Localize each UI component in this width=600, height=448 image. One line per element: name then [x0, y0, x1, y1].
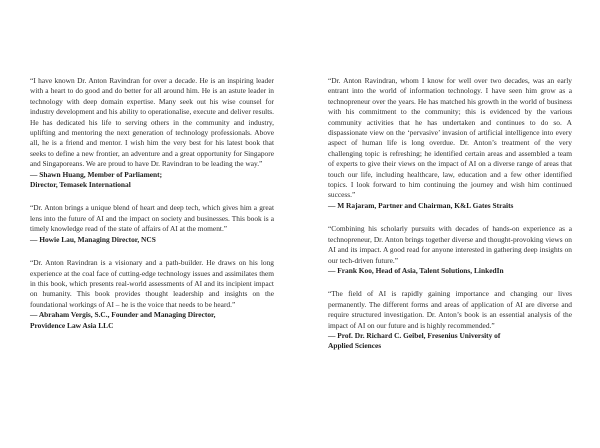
endorsement-frank-koo — [328, 224, 572, 276]
endorsement-quote: “Dr. Anton brings a unique blend of heart and deep tech, which gives him a great lens into the future of AI and the impact on society and businesses. This book is a timely knowledge read of the state of affairs of AI at the moment.” — [30, 203, 274, 234]
endorsement-quote: “Dr. Anton Ravindran, whom I know for well over two decades, was an early entrant into the world of information technology. I have seen him grow as a technopreneur over the years. He has matched his growth in the world of business with his commitment to the community; this is evidenced by the various community activities that he has undertaken and continues to do so. A dispassionate view on the ‘pervasive’ invasion of artificial intelligence into every aspect of human life is long overdue. Dr. Anton’s treatment of the very challenging topic is refreshing; he identified certain areas and assembled a team of experts to give their views on the impact of AI on a diverse range of areas that touch our life, including healthcare, law, education and a few other identified topics. I look forward to him continuing the journey and wish him continued success.” — [328, 76, 572, 200]
attribution-line-1: — Prof. Dr. Richard C. Geibel, Fresenius University of — [328, 330, 501, 340]
endorsement-quote: “The field of AI is rapidly gaining importance and changing our lives permanently. The different forms and areas of application of AI are diverse and require structured investigation. Dr. Anton’s book is an essential analysis of the impact of AI on our future and is highly recommended.” — [328, 289, 572, 330]
endorsement-attribution — [30, 170, 274, 191]
endorsement-attribution — [328, 266, 572, 276]
endorsement-attribution — [328, 201, 572, 211]
endorsement-attribution — [30, 310, 274, 331]
attribution-line-1: — Frank Koo, Head of Asia, Talent Solutions, LinkedIn — [328, 265, 504, 275]
endorsement-quote: “Dr. Anton Ravindran is a visionary and a path-builder. He draws on his long experience at the coal face of cutting-edge technology issues and assimilates them in this book, which presents real-world assessments of AI and its incipient impact on humanity. This book provides thought leadership and insights on the foundational workings of AI – he is the voice that needs to be heard.” — [30, 258, 274, 309]
attribution-line-2: Director, Temasek International — [30, 180, 131, 190]
attribution-line-1: — M Rajaram, Partner and Chairman, K&L Gates Straits — [328, 200, 514, 210]
endorsement-shawn-huang — [30, 76, 274, 190]
attribution-line-1: — Shawn Huang, Member of Parliament; — [30, 169, 163, 179]
right-column — [328, 76, 572, 365]
endorsement-m-rajaram — [328, 76, 572, 211]
endorsement-howie-lau — [30, 203, 274, 245]
left-column — [30, 76, 274, 344]
endorsement-attribution — [328, 331, 572, 352]
endorsement-quote: “Combining his scholarly pursuits with decades of hands-on experience as a technopreneur, Dr. Anton brings together diverse and thought-provoking views on AI and its impact. A good read for anyone interested in gathering deep insights on our tech-driven future.” — [328, 224, 572, 265]
attribution-line-1: — Abraham Vergis, S.C., Founder and Managing Director, — [30, 310, 216, 320]
endorsement-richard-geibel — [328, 289, 572, 351]
attribution-line-2: Applied Sciences — [328, 341, 382, 351]
endorsement-quote: “I have known Dr. Anton Ravindran for over a decade. He is an inspiring leader with a heart to do good and do better for all around him. He is an astute leader in technology with deep domain expertise. Many seek out his wise counsel for industry development and his ability to operationalise, execute and deliver results. He has dedicated his life to serving others in the community and industry, uplifting and mentoring the next generation of technology professionals. Above all, he is a friend and mentor. I wish him the very best for his latest book that seeks to define a new frontier, an adventure and a great opportunity for Singapore and Singaporeans. We are proud to have Dr. Ravindran to be leading the way.” — [30, 76, 274, 169]
endorsement-abraham-vergis — [30, 258, 274, 331]
attribution-line-2: Providence Law Asia LLC — [30, 320, 114, 330]
endorsement-attribution — [30, 235, 274, 245]
attribution-line-1: — Howie Lau, Managing Director, NCS — [30, 234, 156, 244]
